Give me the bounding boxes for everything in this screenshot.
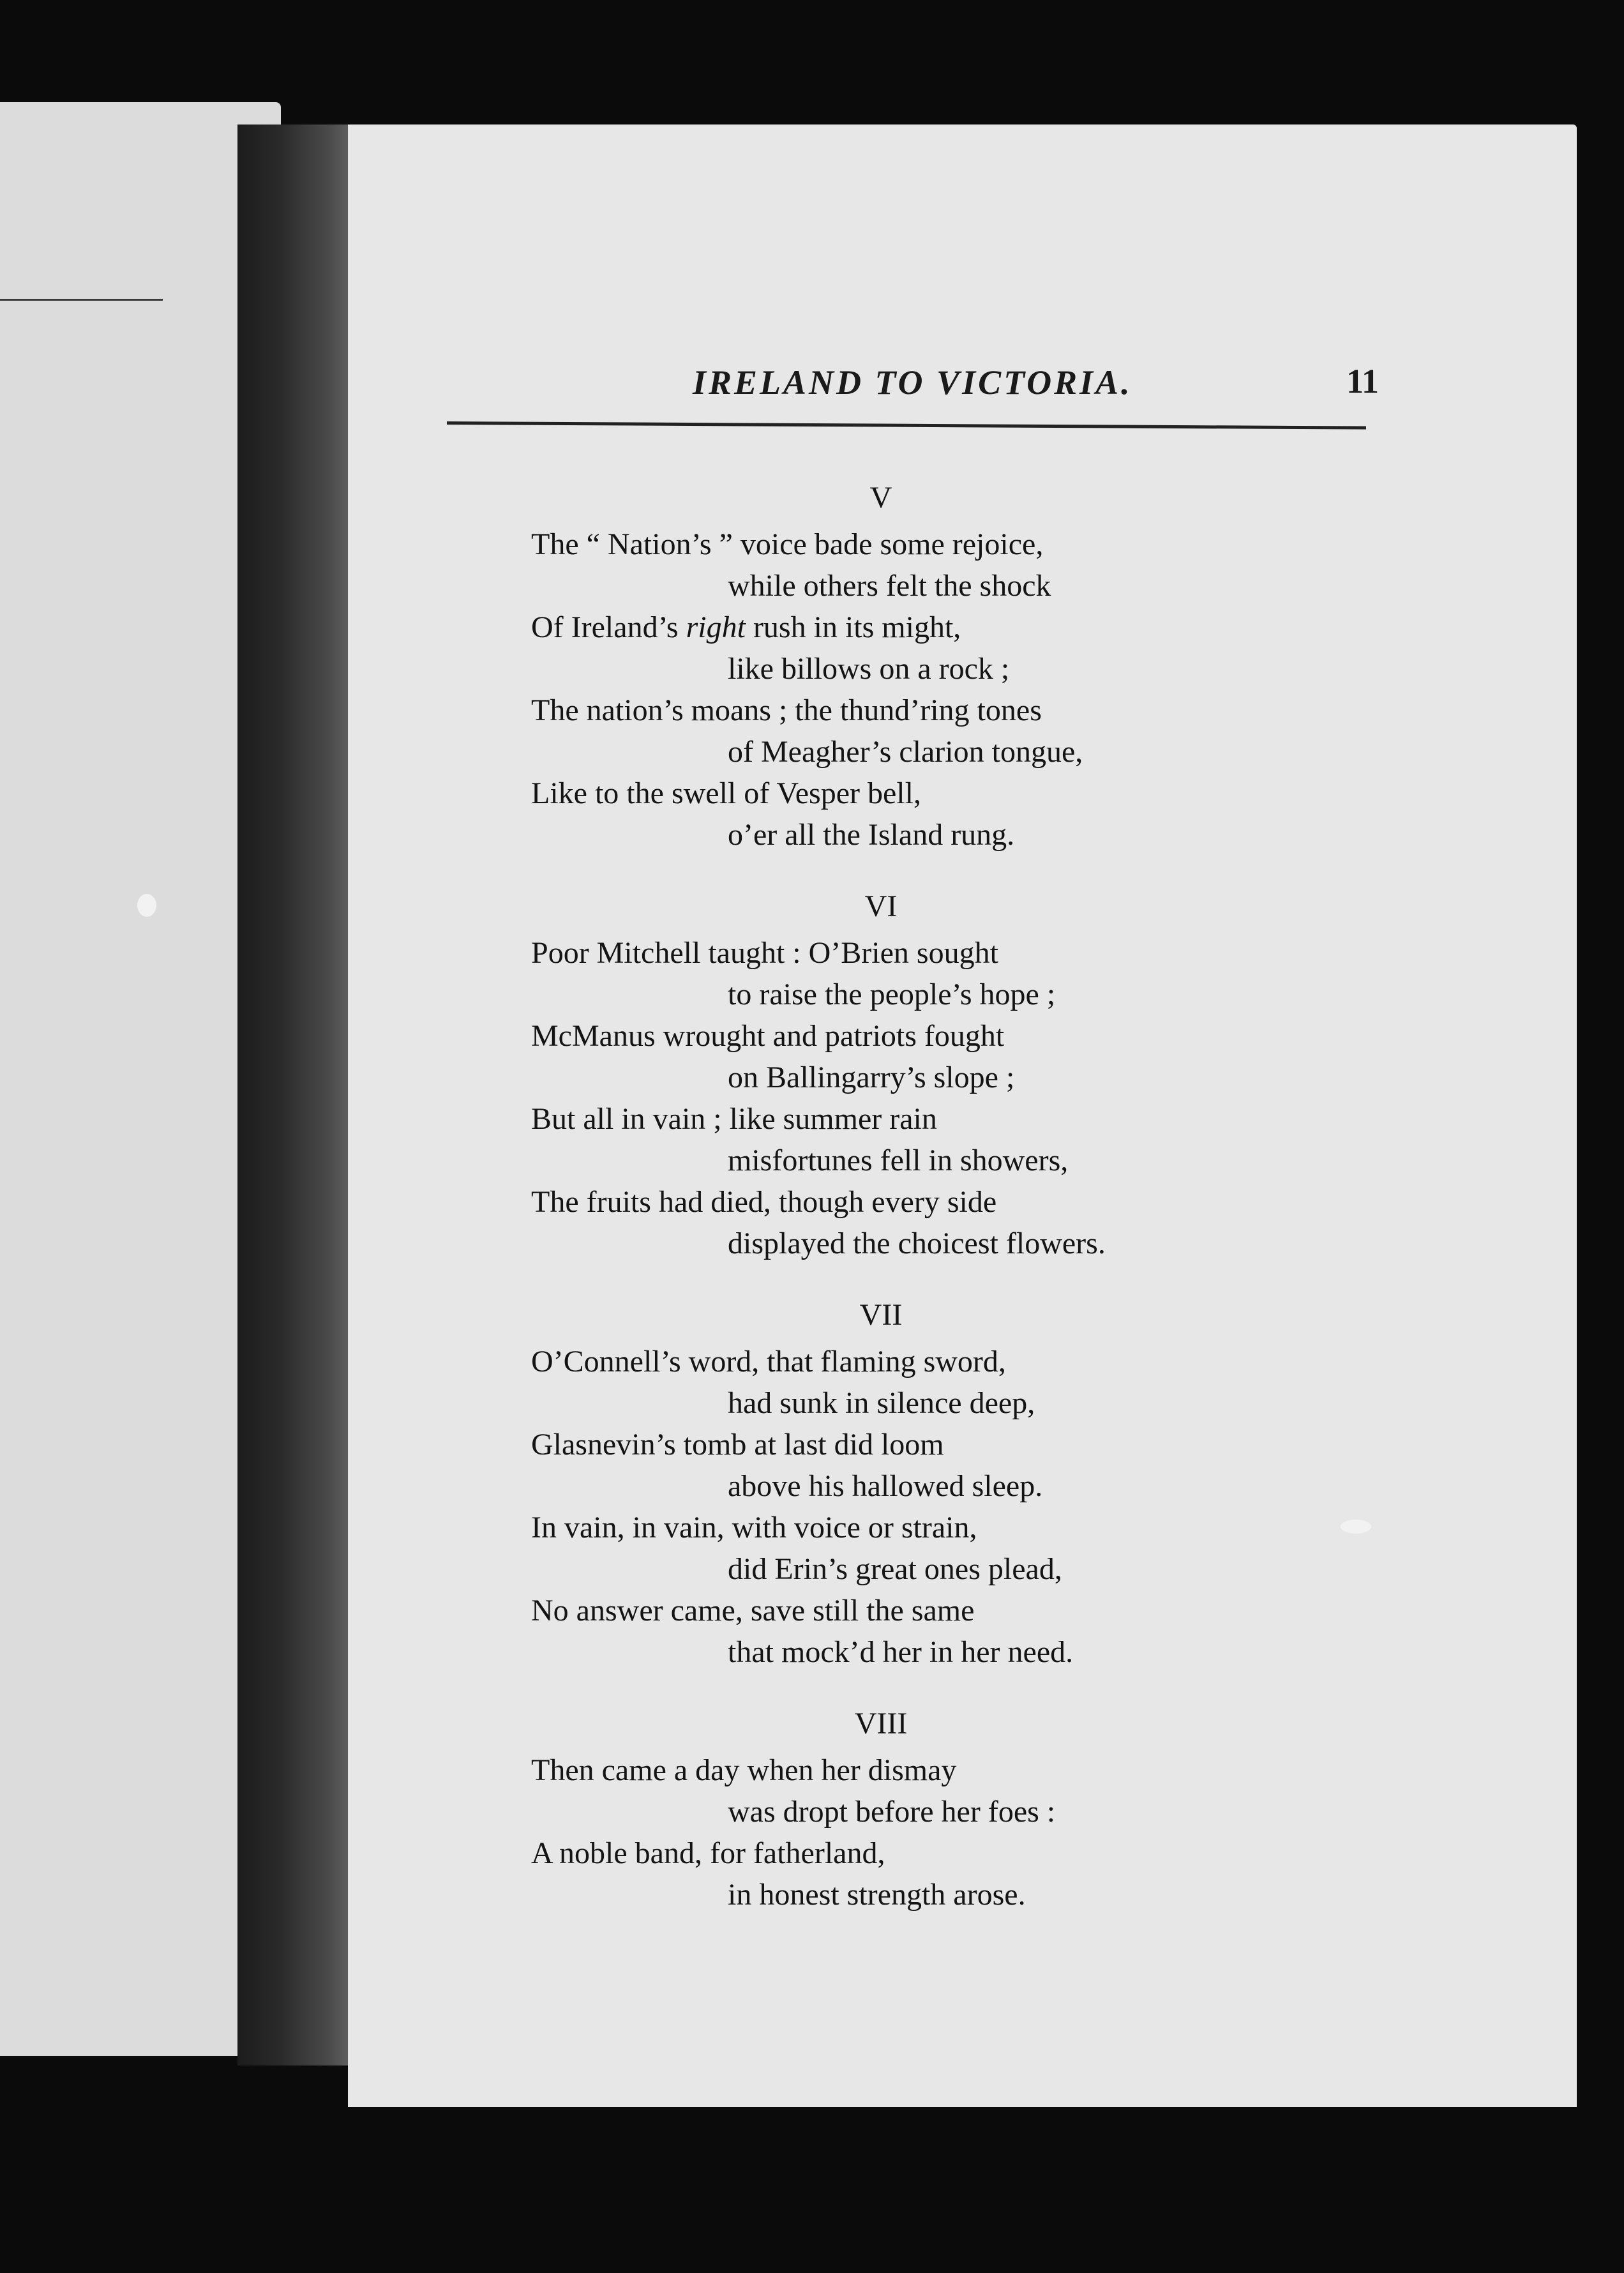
poem-line: was dropt before her foes : — [728, 1795, 1056, 1829]
paper-speck — [1341, 1520, 1371, 1534]
stanza-number: VI — [864, 889, 898, 923]
poem-line: Then came a day when her dismay — [531, 1753, 957, 1787]
poem-line: misfortunes fell in showers, — [728, 1144, 1069, 1177]
poem-line: Glasnevin’s tomb at last did loom — [531, 1428, 944, 1461]
left-page-rule — [0, 299, 163, 301]
poem-line: The fruits had died, though every side — [531, 1185, 997, 1219]
poem-line: in honest strength arose. — [728, 1878, 1026, 1912]
stanza-number: VII — [859, 1298, 903, 1332]
poem-line: o’er all the Island rung. — [728, 818, 1015, 852]
book-spine-shadow — [237, 125, 359, 2065]
poem-line: No answer came, save still the same — [531, 1594, 975, 1627]
poem-line: O’Connell’s word, that flaming sword, — [531, 1345, 1006, 1378]
poem-line: In vain, in vain, with voice or strain, — [531, 1511, 977, 1544]
page-number: 11 — [1346, 362, 1379, 400]
poem-line: But all in vain ; like summer rain — [531, 1102, 937, 1136]
running-title: IRELAND TO VICTORIA. — [693, 363, 1132, 402]
poem-line: Of Ireland’s right rush in its might, — [531, 610, 961, 644]
poem-line: to raise the people’s hope ; — [728, 978, 1056, 1011]
poem-line: Poor Mitchell taught : O’Brien sought — [531, 936, 998, 970]
poem-body — [498, 472, 1175, 1915]
poem-line: The nation’s moans ; the thund’ring tones — [531, 693, 1042, 727]
poem-line: A noble band, for fatherland, — [531, 1836, 885, 1870]
poem-line: on Ballingarry’s slope ; — [728, 1061, 1015, 1094]
poem-line: Like to the swell of Vesper bell, — [531, 776, 921, 810]
poem-line: had sunk in silence deep, — [728, 1386, 1035, 1420]
stanza-number: VIII — [854, 1707, 908, 1741]
poem-line: like billows on a rock ; — [728, 652, 1010, 686]
poem-line: that mock’d her in her need. — [728, 1635, 1074, 1669]
poem-line: displayed the choicest flowers. — [728, 1227, 1106, 1260]
poem-line: did Erin’s great ones plead, — [728, 1552, 1062, 1586]
poem-line: McManus wrought and patriots fought — [531, 1019, 1005, 1053]
poem-line: above his hallowed sleep. — [728, 1469, 1043, 1503]
poem-line: The “ Nation’s ” voice bade some rejoice, — [531, 527, 1044, 561]
poem-line: of Meagher’s clarion tongue, — [728, 735, 1083, 769]
paper-speck — [137, 894, 156, 917]
poem-line: while others felt the shock — [728, 569, 1051, 603]
page-header — [693, 363, 1379, 401]
stanza-number: V — [869, 481, 892, 515]
